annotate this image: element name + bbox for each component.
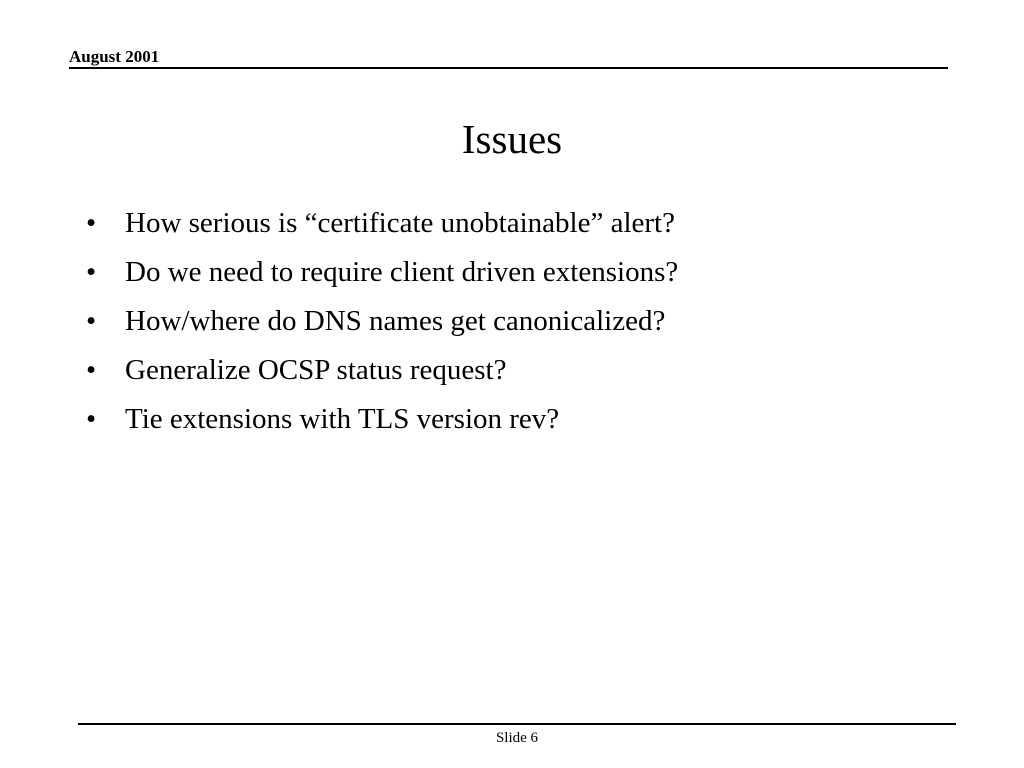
bullet-text: Generalize OCSP status request? bbox=[125, 354, 507, 386]
slide-number: Slide 6 bbox=[495, 730, 539, 746]
bullet-icon: • bbox=[86, 256, 97, 288]
bullet-icon: • bbox=[86, 305, 97, 337]
bullet-text: Do we need to require client driven extensions? bbox=[125, 256, 679, 288]
bullet-item bbox=[0, 394, 1024, 443]
bullet-item bbox=[0, 198, 1024, 247]
slide-title: Issues bbox=[461, 116, 563, 162]
header-divider bbox=[69, 67, 948, 69]
bullet-text: Tie extensions with TLS version rev? bbox=[125, 403, 560, 435]
bullet-icon: • bbox=[86, 354, 97, 386]
bullet-item bbox=[0, 247, 1024, 296]
header-date: August 2001 bbox=[69, 47, 160, 66]
bullet-icon: • bbox=[86, 403, 97, 435]
bullet-list bbox=[0, 198, 1024, 443]
bullet-icon: • bbox=[86, 207, 97, 239]
bullet-item bbox=[0, 296, 1024, 345]
bullet-text: How/where do DNS names get canonicalized? bbox=[125, 305, 666, 337]
bullet-item bbox=[0, 345, 1024, 394]
footer-divider bbox=[78, 723, 956, 725]
bullet-text: How serious is “certificate unobtainable” alert? bbox=[125, 207, 675, 239]
